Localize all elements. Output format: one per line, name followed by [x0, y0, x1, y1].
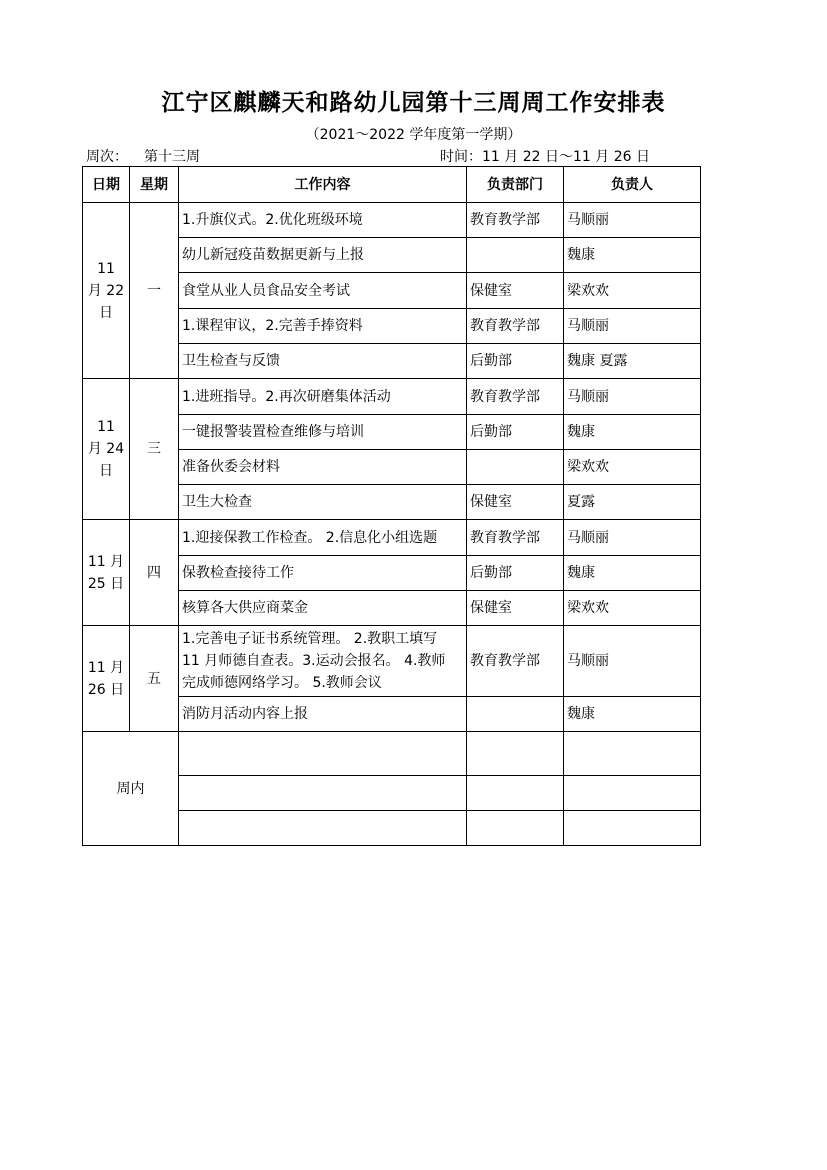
task-person: 夏露 — [564, 485, 701, 520]
task-content — [179, 811, 467, 846]
task-dept: 后勤部 — [467, 556, 564, 591]
task-content: 消防月活动内容上报 — [179, 697, 467, 732]
task-dept: 后勤部 — [467, 344, 564, 379]
header-weekday: 星期 — [130, 167, 179, 203]
weekday-cell: 三 — [130, 379, 179, 520]
header-dept: 负责部门 — [467, 167, 564, 203]
task-dept: 教育教学部 — [467, 379, 564, 415]
table-row — [83, 379, 701, 415]
header-date: 日期 — [83, 167, 130, 203]
header-content: 工作内容 — [179, 167, 467, 203]
task-person: 魏康 夏露 — [564, 344, 701, 379]
time-info — [440, 146, 650, 166]
date-cell: 11 月 22 日 — [83, 203, 130, 379]
task-content: 1.进班指导。2.再次研磨集体活动 — [179, 379, 467, 415]
task-content: 准备伙委会材料 — [179, 450, 467, 485]
task-person: 魏康 — [564, 238, 701, 273]
task-content: 食堂从业人员食品安全考试 — [179, 273, 467, 309]
weekday-cell: 五 — [130, 626, 179, 732]
table-row — [83, 520, 701, 556]
task-content — [179, 776, 467, 811]
time-label: 时间： — [440, 149, 482, 165]
task-content: 幼儿新冠疫苗数据更新与上报 — [179, 238, 467, 273]
date-cell: 11 月 26 日 — [83, 626, 130, 732]
task-content: 1.升旗仪式。2.优化班级环境 — [179, 203, 467, 238]
task-content: 1.课程审议，2.完善手捧资料 — [179, 309, 467, 344]
task-person: 马顺丽 — [564, 379, 701, 415]
time-value: 11 月 22 日～11 月 26 日 — [482, 149, 650, 165]
task-dept — [467, 450, 564, 485]
task-dept: 后勤部 — [467, 415, 564, 450]
task-person: 魏康 — [564, 697, 701, 732]
week-label: 周次： — [86, 149, 128, 165]
date-cell: 11 月 24 日 — [83, 379, 130, 520]
task-person — [564, 776, 701, 811]
task-person: 梁欢欢 — [564, 591, 701, 626]
task-dept: 保健室 — [467, 591, 564, 626]
task-person: 梁欢欢 — [564, 450, 701, 485]
table-row — [83, 732, 701, 776]
task-dept: 教育教学部 — [467, 626, 564, 697]
task-person — [564, 811, 701, 846]
week-section-label: 周内 — [83, 732, 179, 846]
task-dept: 教育教学部 — [467, 520, 564, 556]
task-dept — [467, 238, 564, 273]
task-content: 1.迎接保教工作检查。 2.信息化小组选题 — [179, 520, 467, 556]
task-dept: 保健室 — [467, 485, 564, 520]
table-row — [83, 203, 701, 238]
header-row — [83, 167, 701, 203]
week-value: 第十三周 — [144, 149, 200, 165]
task-content: 核算各大供应商菜金 — [179, 591, 467, 626]
task-dept — [467, 811, 564, 846]
task-person: 马顺丽 — [564, 309, 701, 344]
header-person: 负责人 — [564, 167, 701, 203]
task-content: 卫生大检查 — [179, 485, 467, 520]
task-dept: 教育教学部 — [467, 203, 564, 238]
task-dept — [467, 697, 564, 732]
task-person — [564, 732, 701, 776]
task-person: 梁欢欢 — [564, 273, 701, 309]
task-dept — [467, 776, 564, 811]
task-person: 魏康 — [564, 415, 701, 450]
page-title: 江宁区麒麟天和路幼儿园第十三周周工作安排表 — [161, 89, 666, 116]
date-cell: 11 月 25 日 — [83, 520, 130, 626]
task-content: 1.完善电子证书系统管理。 2.教职工填写 11 月师德自查表。3.运动会报名。 4.教师 完成师德网络学习。 5.教师会议 — [179, 626, 467, 697]
task-content: 卫生检查与反馈 — [179, 344, 467, 379]
task-person: 马顺丽 — [564, 520, 701, 556]
task-content — [179, 732, 467, 776]
page-subtitle: （2021～2022 学年度第一学期） — [305, 127, 522, 143]
task-content: 一键报警装置检查维修与培训 — [179, 415, 467, 450]
task-person: 马顺丽 — [564, 626, 701, 697]
schedule-table — [82, 166, 701, 846]
task-person: 魏康 — [564, 556, 701, 591]
task-dept — [467, 732, 564, 776]
table-row — [83, 626, 701, 697]
weekday-cell: 四 — [130, 520, 179, 626]
weekday-cell: 一 — [130, 203, 179, 379]
task-person: 马顺丽 — [564, 203, 701, 238]
task-dept: 保健室 — [467, 273, 564, 309]
task-dept: 教育教学部 — [467, 309, 564, 344]
task-content: 保教检查接待工作 — [179, 556, 467, 591]
week-info — [86, 146, 200, 166]
